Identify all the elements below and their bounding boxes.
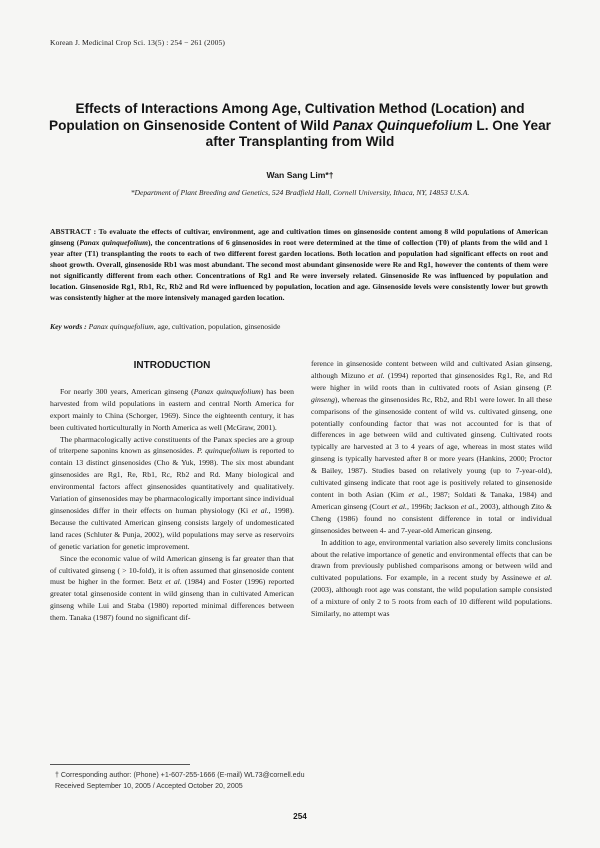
right-column <box>311 358 552 620</box>
article-title <box>40 101 560 151</box>
footnote <box>55 770 305 791</box>
species-name: Panax quinquefolium <box>193 386 261 396</box>
intro-paragraph-3 <box>50 553 294 624</box>
intro-paragraph-1 <box>50 386 294 434</box>
footnote-divider <box>50 764 190 765</box>
text: , 1998). Because the cultivated American ginseng consists largely of undomesticated land races (Schluter & Punja, 2002), wild populations may serve as reservoirs of genetic variation for genetic improvement. <box>50 505 295 551</box>
section-heading-introduction: INTRODUCTION <box>133 360 211 371</box>
text: Since the economic value of wild American ginseng is far greater than that of cultivated ginseng ( > 10-fold), it is often assumed that ginsenoside content must be higher in the former. Betz <box>50 553 294 587</box>
text: , 1987; Soldati & Tanaka, 1984) and American ginseng (Court <box>311 489 552 511</box>
received-accepted-dates: Received September 10, 2005 / Accepted October 20, 2005 <box>55 781 243 790</box>
left-column <box>50 356 294 624</box>
title-species: Panax Quinquefolium <box>332 117 473 133</box>
text: ference in ginsenoside content between wild and cultivated Asian ginseng, although Mizuno <box>311 359 552 380</box>
keywords-label: Key words : <box>50 322 87 331</box>
species-name: P. ginseng <box>311 382 552 404</box>
text: is reported to contain 13 distinct ginsenosides (Cho & Yuk, 1998). The six most abundant ginsenosides are Rg1, Re, Rb1, Rc, Rb2 and Rd. Many biological and environmental factors affect ginsenosides quantitatively and qualitatively. Variation of ginsenosides may be pharmacologically important since individual ginsenosides differ in their effects on human physiology (Ki <box>50 446 294 515</box>
text: , 2003), although Zito & Cheng (1986) found no consistent difference in total or individual ginsenosides between 4- and 7-year-old American ginseng. <box>311 501 552 535</box>
corresponding-author: † Corresponding author: (Phone) +1-607-255-1666 (E-mail) WL73@cornell.edu <box>55 771 305 779</box>
author-name: Wan Sang Lim*† <box>266 170 334 180</box>
journal-citation: Korean J. Medicinal Crop Sci. 13(5) : 254 − 261 (2005) <box>50 38 226 47</box>
text: ), whereas the ginsenosides Rc, Rb2, and Rb1 were lower. In all these comparisons of the ginsenoside content of wild vs. cultivated ginseng, one potentially confounding factor that was not accounted for is that of differences in age between wild and cultivated ginseng. Cultivated roots typically are harvested at 3 to 4 years of age, whereas in most states wild ginseng is typically harvested after 8 or more years (Hankins, 2000; Proctor & Bailey, 1987). Studies based on relatively young (up to 7-year-old), cultivated ginseng indicate that root age is positively related to ginsenoside content in both Asian (Kim <box>311 394 552 499</box>
keywords-species: Panax quinquefolium <box>88 322 154 331</box>
text: , 1996b; Jackson <box>406 501 461 511</box>
title-text-end: L. One Year after Transplanting from Wild <box>205 117 551 149</box>
abstract-label: ABSTRACT : <box>50 227 97 236</box>
text: (1994) reported that ginsenosides Rg1, Re, and Rd were higher in wild roots than in cultivated roots of Asian ginseng ( <box>311 370 552 392</box>
keywords <box>50 322 548 331</box>
species-name: P. quinquefolium <box>196 446 250 456</box>
page-number: 254 <box>293 812 307 821</box>
et-al: et al. <box>251 505 269 515</box>
et-al: et al. <box>368 370 385 380</box>
text: The pharmacologically active constituents of the Panax species are a group of triterpene saponins known as ginsenosides. <box>50 434 294 456</box>
et-al: et al. <box>535 573 552 583</box>
abstract-text-2: ), the concentrations of 6 ginsenosides in root were determined at the time of collection (T0) of plants from the wild and 1 year after (T1) transplanting the roots to each of two different forest garden locations. Both location and population had significant effects on root and shoot growth. Overall, ginsenoside Rb1 was most abundant. The second most abundant ginsenoside were Re and Rg1, however the contents of them were not significantly different from each other. Concentrations of Rg1 and Re were inversely related. Ginsenoside Re was influenced by population and location. Ginsenoside Rg1, Rb1, Rc, Rb2 and Rd were influenced by population, location and age. Ginsenoside levels were consistently lower but growth was consistently higher at the more intensively managed garden location. <box>50 238 548 302</box>
title-text-start: Effects of Interactions Among Age, Cultivation Method (Location) and Population on Ginsenoside Content of Wild <box>49 101 525 133</box>
text: ) has been harvested from wild populations in eastern and central North America for export mainly to China (Schorger, 1969). Since the eighteenth century, it has been cultivated horticulturally in North America as well (McGraw, 2001). <box>50 386 294 432</box>
author-affiliation: *Department of Plant Breeding and Genetics, 524 Bradfield Hall, Cornell University, Ithaca, NY, 14853 U.S.A. <box>130 188 470 197</box>
keywords-list: , age, cultivation, population, ginsenoside <box>153 322 281 331</box>
text: (2003), although root age was constant, the wild population sample consisted of a mixture of only 2 to 5 roots from each of 10 different wild populations. Similarly, no attempt was <box>311 585 552 619</box>
intro-paragraph-3-continued <box>311 358 552 537</box>
intro-paragraph-2 <box>50 434 294 553</box>
text: (1984) and Foster (1996) reported greater total ginsenoside content in wild ginseng than in cultivated American ginseng while Lui and Staba (1980) reported minimal differences between them. Tanaka (1987) found no significant dif- <box>50 577 295 623</box>
abstract-text-1: To evaluate the effects of cultivar, environment, age and cultivation times on ginsenoside content among 8 wild populations of American ginseng ( <box>50 227 548 247</box>
text: In addition to age, environmental variation also severely limits conclusions about the relative importance of genetic and environmental effects that can be drawn from previously published comparisons among or between wild and cultivated populations. For example, in a recent study by Assinewe <box>311 537 552 583</box>
et-al: et al. <box>391 501 407 511</box>
et-al: et al. <box>408 489 427 499</box>
intro-paragraph-4 <box>311 537 552 620</box>
et-al: et al. <box>165 577 182 587</box>
et-al: et al. <box>460 501 477 511</box>
abstract <box>50 226 548 303</box>
text: For nearly 300 years, American ginseng ( <box>60 386 194 396</box>
abstract-species: Panax quinquefolium <box>79 238 148 247</box>
